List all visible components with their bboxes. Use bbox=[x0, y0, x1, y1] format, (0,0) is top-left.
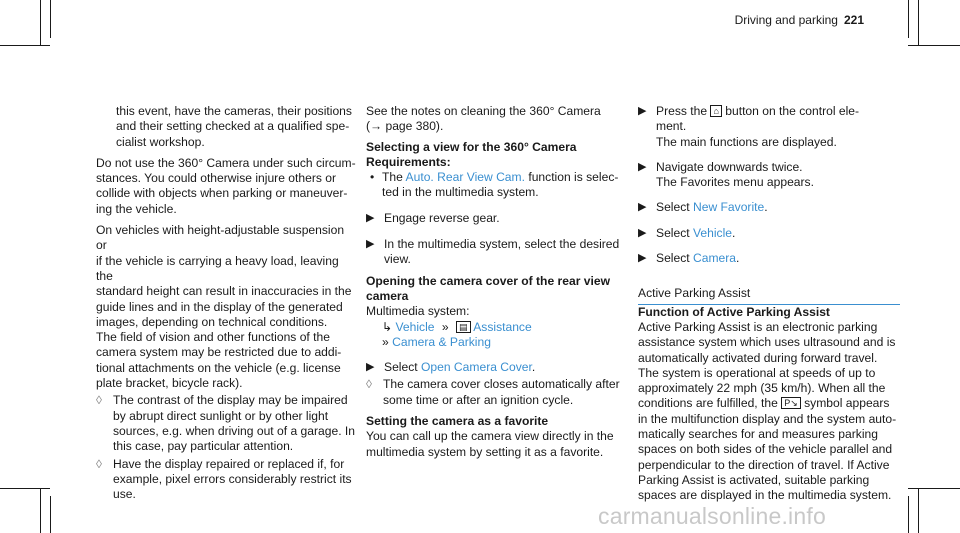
text-line[interactable]: (→ page 380). bbox=[366, 119, 444, 134]
text-line: In the multimedia system, select the desired bbox=[384, 237, 620, 252]
text-line bbox=[638, 396, 900, 411]
requirements-label: Requirements: bbox=[366, 154, 451, 169]
parking-symbol-icon: P↘ bbox=[781, 397, 801, 409]
step-item: ▶ Select Vehicle. bbox=[638, 225, 736, 240]
section-title bbox=[638, 286, 900, 304]
section-name: Driving and parking bbox=[734, 13, 838, 27]
text-line: in the multifunction display and the system auto- bbox=[638, 411, 897, 426]
text-span: Select bbox=[384, 360, 421, 375]
text-line: Have the display repaired or replaced if, for bbox=[113, 456, 345, 471]
text-line: example, pixel errors considerably restrict its bbox=[113, 471, 352, 486]
text-line: sources, e.g. when driving out of a garage. In bbox=[113, 423, 356, 438]
text-line: collide with objects when parking or maneuver- bbox=[96, 186, 348, 201]
text-line: guide lines and in the display of the generated bbox=[96, 299, 343, 314]
crop-mark bbox=[908, 45, 960, 46]
text-line: if the vehicle is carrying a heavy load, leaving the bbox=[96, 253, 339, 283]
crop-mark bbox=[908, 488, 960, 489]
step-arrow-icon: ▶ bbox=[366, 211, 375, 224]
text-line: cialist workshop. bbox=[116, 134, 205, 149]
crop-mark bbox=[50, 0, 51, 38]
text-line: The field of vision and other functions of the bbox=[96, 330, 330, 345]
menu-link-vehicle[interactable]: Vehicle bbox=[395, 319, 435, 334]
text-span: conditions are fulfilled, the bbox=[638, 396, 782, 411]
text-line: The contrast of the display may be impaired bbox=[113, 393, 348, 408]
paragraph bbox=[96, 156, 358, 217]
text-line: perpendicular to the direction of travel. If Active bbox=[638, 457, 890, 472]
home-icon: ⌂ bbox=[710, 105, 721, 117]
tip-note bbox=[366, 377, 628, 408]
paragraph bbox=[96, 223, 358, 391]
text-span: Select bbox=[656, 251, 693, 266]
text-line: matically searches for and measures parking bbox=[638, 427, 878, 442]
paragraph bbox=[366, 104, 628, 135]
info-icon: ◊ bbox=[96, 393, 102, 408]
text-line: spaces on both sides of the vehicle parallel and bbox=[638, 442, 893, 457]
crop-mark bbox=[50, 496, 51, 533]
text-line: this case, pay particular attention. bbox=[113, 439, 294, 454]
path-arrow-icon: ↳ bbox=[382, 319, 393, 334]
text-line: camera system may be restricted due to addi- bbox=[96, 345, 342, 360]
step-arrow-icon: ▶ bbox=[638, 201, 647, 214]
menu-link-new-favorite[interactable]: New Favorite bbox=[692, 200, 765, 215]
crop-mark bbox=[40, 0, 41, 46]
text-span: Select bbox=[656, 225, 693, 240]
text-line: some time or after an ignition cycle. bbox=[383, 392, 574, 407]
text-line: The camera cover closes automatically after bbox=[383, 377, 620, 392]
text-line: view. bbox=[384, 252, 411, 267]
text-line: ing the vehicle. bbox=[96, 201, 177, 216]
text-line: stances. You could otherwise injure others or bbox=[96, 171, 337, 186]
text-line: See the notes on cleaning the 360° Camera bbox=[366, 104, 601, 118]
text-line: The main functions are displayed. bbox=[656, 134, 837, 149]
crop-mark bbox=[918, 0, 919, 46]
text-span: Press the bbox=[656, 104, 711, 118]
crop-mark bbox=[908, 496, 909, 533]
menu-path bbox=[366, 335, 628, 350]
warning-continuation bbox=[96, 104, 358, 150]
text-span: . bbox=[531, 360, 536, 375]
heading-select-view: Selecting a view for the 360° Camera bbox=[366, 139, 577, 154]
page-header bbox=[735, 13, 864, 27]
step-item bbox=[366, 237, 628, 268]
info-icon: ◊ bbox=[96, 456, 102, 471]
crop-mark bbox=[0, 45, 50, 46]
text-line: by abrupt direct sunlight or by other light bbox=[113, 408, 329, 423]
bullet-icon: • bbox=[370, 170, 375, 185]
text-line: multimedia system by setting it as a favorite. bbox=[366, 444, 604, 459]
step-arrow-icon: ▶ bbox=[638, 252, 647, 265]
text-span: Select bbox=[656, 200, 693, 215]
text-line: On vehicles with height-adjustable suspension or bbox=[96, 223, 345, 253]
text-line: use. bbox=[113, 487, 136, 502]
assistance-icon: ▤ bbox=[456, 321, 471, 333]
text-line: plate bracket, bicycle rack). bbox=[96, 376, 243, 391]
menu-link-vehicle[interactable]: Vehicle bbox=[692, 225, 732, 240]
text-line: Active Parking Assist is an electronic parking bbox=[638, 319, 878, 334]
crop-mark bbox=[918, 488, 919, 533]
heading-open-cover: Opening the camera cover of the rear view bbox=[366, 273, 610, 288]
heading-favorite: Setting the camera as a favorite bbox=[366, 414, 549, 429]
column-right bbox=[638, 104, 900, 504]
heading-open-cover-2: camera bbox=[366, 288, 409, 303]
crop-mark bbox=[40, 488, 41, 533]
step-item bbox=[366, 211, 628, 226]
info-icon: ◊ bbox=[366, 377, 372, 392]
menu-link-open-cover[interactable]: Open Camera Cover bbox=[420, 360, 532, 375]
text-line: ment. bbox=[656, 119, 687, 134]
column-middle bbox=[366, 104, 628, 460]
watermark: carmanualsonline.info bbox=[598, 503, 826, 529]
step-arrow-icon: ▶ bbox=[366, 361, 375, 374]
text-line: Engage reverse gear. bbox=[384, 210, 500, 225]
text-line: Parking Assist is activated, suitable parking bbox=[638, 472, 870, 487]
text-span: symbol appears bbox=[800, 396, 890, 411]
text-line: The Favorites menu appears. bbox=[656, 175, 814, 190]
menu-path bbox=[366, 320, 628, 335]
tip-note bbox=[96, 457, 358, 503]
menu-link-camera[interactable]: Camera bbox=[692, 251, 736, 266]
step-arrow-icon: ▶ bbox=[366, 238, 375, 251]
crop-mark bbox=[908, 0, 909, 38]
section-title-text: Active Parking Assist bbox=[638, 286, 751, 301]
menu-link-assistance[interactable]: Assistance bbox=[473, 319, 532, 334]
text-line: Navigate downwards twice. bbox=[656, 159, 803, 174]
step-item bbox=[638, 160, 900, 191]
step-item bbox=[366, 360, 628, 375]
text-line: automatically activated during forward travel. bbox=[638, 350, 878, 365]
multimedia-label: Multimedia system: bbox=[366, 304, 470, 319]
text-line: and their setting checked at a qualified spe- bbox=[116, 119, 350, 134]
text-line: approximately 22 mph (35 km/h). When all the bbox=[638, 381, 886, 396]
text-line: images, depending on technical conditions. bbox=[96, 314, 328, 329]
text-line: Do not use the 360° Camera under such circum- bbox=[96, 155, 356, 170]
page-number: 221 bbox=[843, 13, 864, 27]
text-line: assistance system which uses ultrasound and is bbox=[638, 335, 896, 350]
step-item bbox=[638, 104, 900, 150]
text-span: button on the control ele- bbox=[721, 104, 860, 118]
text-line: this event, have the cameras, their positions bbox=[116, 104, 352, 118]
tip-note bbox=[96, 393, 358, 454]
step-arrow-icon: ▶ bbox=[638, 105, 647, 117]
text-line: spaces are displayed in the multimedia system. bbox=[638, 488, 892, 503]
text-line: You can call up the camera view directly in the bbox=[366, 429, 614, 444]
path-chevron-icon: » bbox=[382, 334, 389, 349]
text-span: The bbox=[382, 170, 406, 185]
step-arrow-icon: ▶ bbox=[638, 226, 647, 239]
text-line: standard height can result in inaccuracies in the bbox=[96, 284, 352, 299]
text-span: function is selec- bbox=[524, 170, 619, 185]
requirement-item bbox=[366, 170, 628, 201]
path-chevron-icon: » bbox=[441, 319, 449, 334]
step-item: ▶ Select Camera. bbox=[638, 251, 740, 266]
step-arrow-icon: ▶ bbox=[638, 160, 647, 173]
text-line: ted in the multimedia system. bbox=[382, 185, 539, 200]
menu-link-camera-parking[interactable]: Camera & Parking bbox=[392, 334, 491, 349]
column-left bbox=[96, 104, 358, 502]
heading-function: Function of Active Parking Assist bbox=[638, 304, 830, 319]
text-line: The system is operational at speeds of up to bbox=[638, 365, 876, 380]
text-line: tional attachments on the vehicle (e.g. license bbox=[96, 360, 341, 375]
step-item: ▶ Select New Favorite. bbox=[638, 200, 768, 215]
menu-link-auto-rear-view[interactable]: Auto. Rear View Cam. bbox=[405, 170, 525, 185]
crop-mark bbox=[0, 488, 50, 489]
